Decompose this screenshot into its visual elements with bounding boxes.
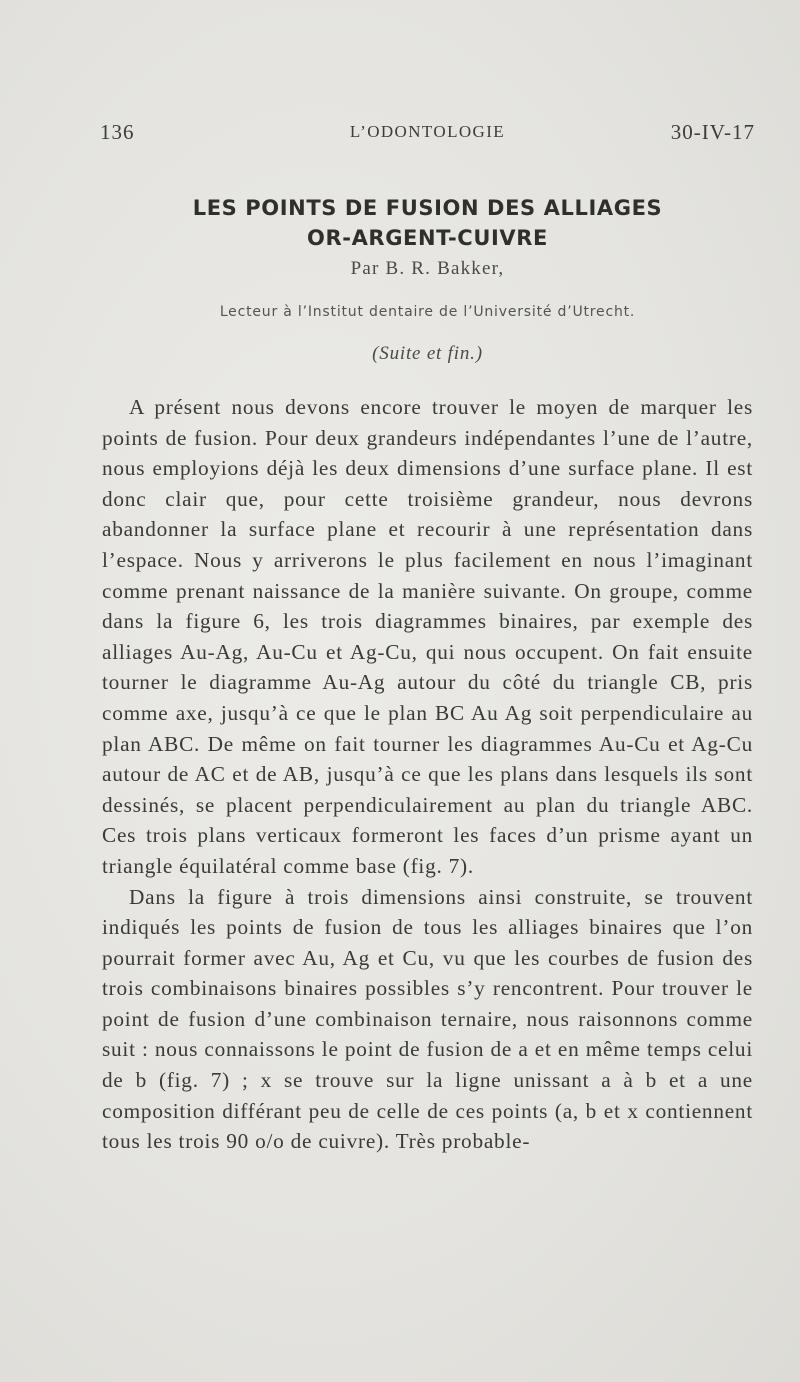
page-number: 136 [100, 120, 135, 144]
running-head [100, 120, 755, 150]
continuation-note: (Suite et fin.) [372, 343, 483, 364]
body-paragraph-2: Dans la figure à trois dimensions ainsi construite, se trouvent indiqués les points de fusion de tous les alliages binaires que l’on pourrait former avec Au, Ag et Cu, vu que les courbes de fusion des trois combinaisons binaires possibles s’y rencontrent. Pour trouver le point de fusion d’une combinaison ternaire, nous raisonnons comme suit : nous connaissons le point de fusion de a et en même temps celui de b (fig. 7) ; x se trouve sur la ligne unissant a à b et a une composition différant peu de celle de ces points (a, b et x contiennent tous les trois 90 o/o de cuivre). Très probable- [102, 884, 753, 1154]
article-title [100, 193, 755, 253]
article-author: Par B. R. Bakker, [350, 258, 505, 279]
author-affiliation: Lecteur à l’Institut dentaire de l’Université d’Utrecht. [219, 304, 636, 320]
journal-title: L’ODONTOLOGIE [349, 122, 506, 141]
article-body [102, 392, 753, 1157]
body-paragraph-1: A présent nous devons encore trouver le moyen de marquer les points de fusion. Pour deux grandeurs indépendantes l’une de l’autre, nous employions déjà les deux dimensions d’une surface plane. Il est donc clair que, pour cette troisième grandeur, nous devrons abandonner la surface plane et recourir à une représentation dans l’espace. Nous y arriverons le plus facilement en nous l’imaginant comme prenant naissance de la manière suivante. On groupe, comme dans la figure 6, les trois diagrammes binaires, par exemple des alliages Au-Ag, Au-Cu et Ag-Cu, qui nous occupent. On fait ensuite tourner le diagramme Au-Ag autour du côté du triangle CB, pris comme axe, jusqu’à ce que le plan BC Au Ag soit perpendiculaire au plan ABC. De même on fait tourner les diagrammes Au-Cu et Ag-Cu autour de AC et de AB, jusqu’à ce que les plans dans lesquels ils sont dessinés, se placent perpendiculairement au plan du triangle ABC. Ces trois plans verticaux formeront les faces d’un prisme ayant un triangle équilatéral comme base (fig. 7). [102, 395, 753, 878]
issue-date: 30-IV-17 [670, 120, 755, 144]
article-title-line-1: LES POINTS DE FUSION DES ALLIAGES [192, 196, 663, 220]
article-title-line-2: OR-ARGENT-CUIVRE [307, 226, 548, 250]
